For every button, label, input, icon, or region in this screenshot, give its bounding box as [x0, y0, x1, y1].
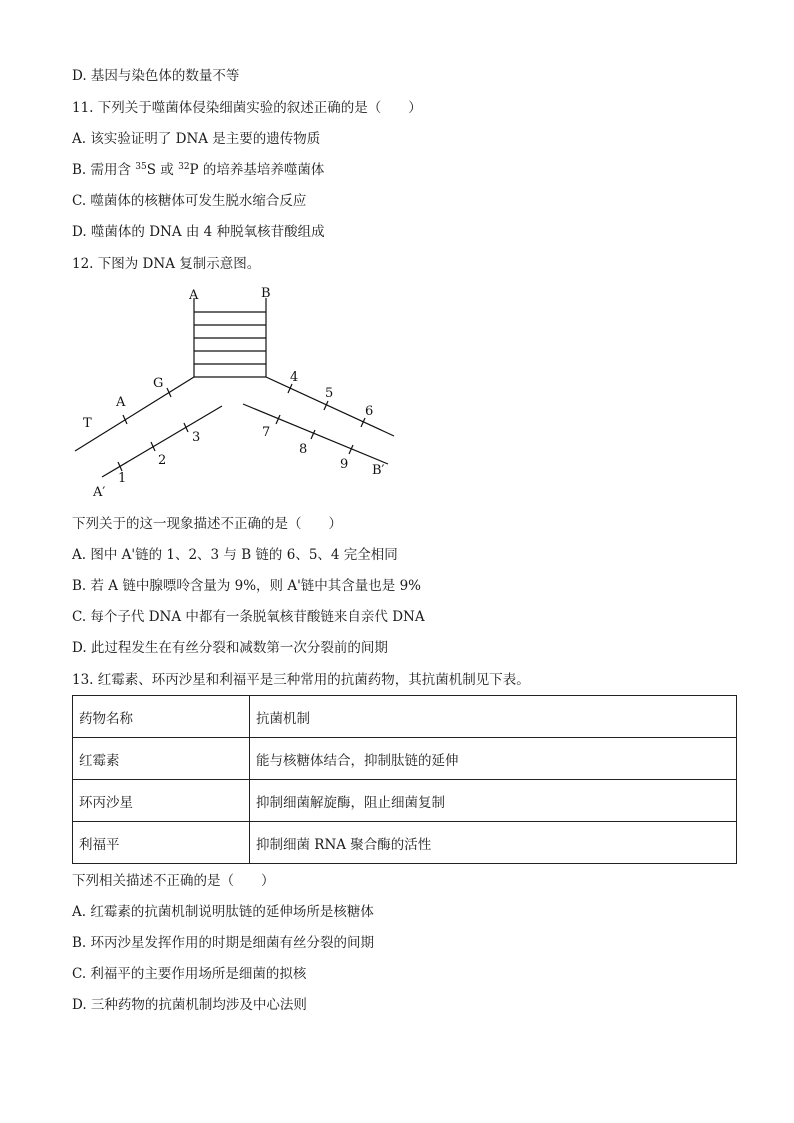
q13-stem: 13. 红霉素、环丙沙星和利福平是三种常用的抗菌药物，其抗菌机制见下表。 [72, 672, 530, 688]
label-8: 8 [299, 442, 308, 457]
label-1: 1 [118, 471, 127, 486]
q11-option-b-pre: B. 需用含 [72, 162, 136, 178]
q11-option-b [72, 161, 324, 179]
q12-stem: 12. 下图为 DNA 复制示意图。 [72, 256, 261, 272]
table-cell: 红霉素 [73, 738, 250, 780]
label-b: B [261, 286, 271, 301]
q12-option-b: B. 若 A 链中腺嘌呤含量为 9%，则 A'链中其含量也是 9% [72, 578, 422, 594]
q12-question: 下列关于的这一现象描述不正确的是（ ） [72, 516, 342, 532]
label-9: 9 [340, 457, 349, 472]
label-a2: A [116, 395, 126, 410]
q13-question: 下列相关描述不正确的是（ ） [72, 873, 275, 889]
q13-option-b: B. 环丙沙星发挥作用的时期是细菌有丝分裂的间期 [72, 935, 375, 951]
table-row [73, 822, 737, 864]
table-cell: 能与核糖体结合，抑制肽链的延伸 [250, 738, 737, 780]
label-t: T [83, 416, 92, 431]
q10-option-d: D. 基因与染色体的数量不等 [72, 68, 240, 84]
table-row [73, 738, 737, 780]
label-2: 2 [158, 453, 167, 468]
table-header-cell: 抗菌机制 [250, 696, 737, 738]
q11-option-d: D. 噬菌体的 DNA 由 4 种脱氧核苷酸组成 [72, 224, 325, 240]
q11-stem: 11. 下列关于噬菌体侵染细菌实验的叙述正确的是（ ） [72, 100, 422, 116]
q12-option-d: D. 此过程发生在有丝分裂和减数第一次分裂前的间期 [72, 640, 388, 656]
q13-option-d: D. 三种药物的抗菌机制均涉及中心法则 [72, 997, 307, 1013]
q11-option-c: C. 噬菌体的核糖体可发生脱水缩合反应 [72, 193, 307, 209]
label-a-prime: A′ [93, 485, 106, 500]
table-row [73, 780, 737, 822]
table-cell: 利福平 [73, 822, 250, 864]
antibiotic-table [72, 695, 737, 864]
isotope-32: 32 [178, 162, 190, 172]
isotope-35: 35 [135, 162, 147, 172]
label-g: G [153, 376, 164, 391]
label-a: A [189, 288, 199, 303]
q12-option-a: A. 图中 A'链的 1、2、3 与 B 链的 6、5、4 完全相同 [72, 547, 398, 563]
label-b-prime: B′ [372, 463, 385, 478]
q12-option-c: C. 每个子代 DNA 中都有一条脱氧核苷酸链来自亲代 DNA [72, 609, 425, 625]
q11-option-a: A. 该实验证明了 DNA 是主要的遗传物质 [72, 131, 321, 147]
dna-replication-diagram [60, 280, 420, 505]
q11-option-b-post: P 的培养基培养噬菌体 [189, 162, 325, 178]
strand-a-template [75, 377, 194, 451]
label-5: 5 [325, 386, 334, 401]
table-cell: 环丙沙星 [73, 780, 250, 822]
label-4: 4 [290, 370, 299, 385]
table-header-cell: 药物名称 [73, 696, 250, 738]
label-6: 6 [365, 404, 374, 419]
q13-option-c: C. 利福平的主要作用场所是细菌的拟核 [72, 966, 307, 982]
q11-option-b-mid: S 或 [146, 162, 179, 178]
q13-option-a: A. 红霉素的抗菌机制说明肽链的延伸场所是核糖体 [72, 904, 374, 920]
label-3: 3 [192, 430, 201, 445]
table-cell: 抑制细菌 RNA 聚合酶的活性 [250, 822, 737, 864]
label-7: 7 [262, 425, 271, 440]
table-cell: 抑制细菌解旋酶，阻止细菌复制 [250, 780, 737, 822]
table-header-row [73, 696, 737, 738]
